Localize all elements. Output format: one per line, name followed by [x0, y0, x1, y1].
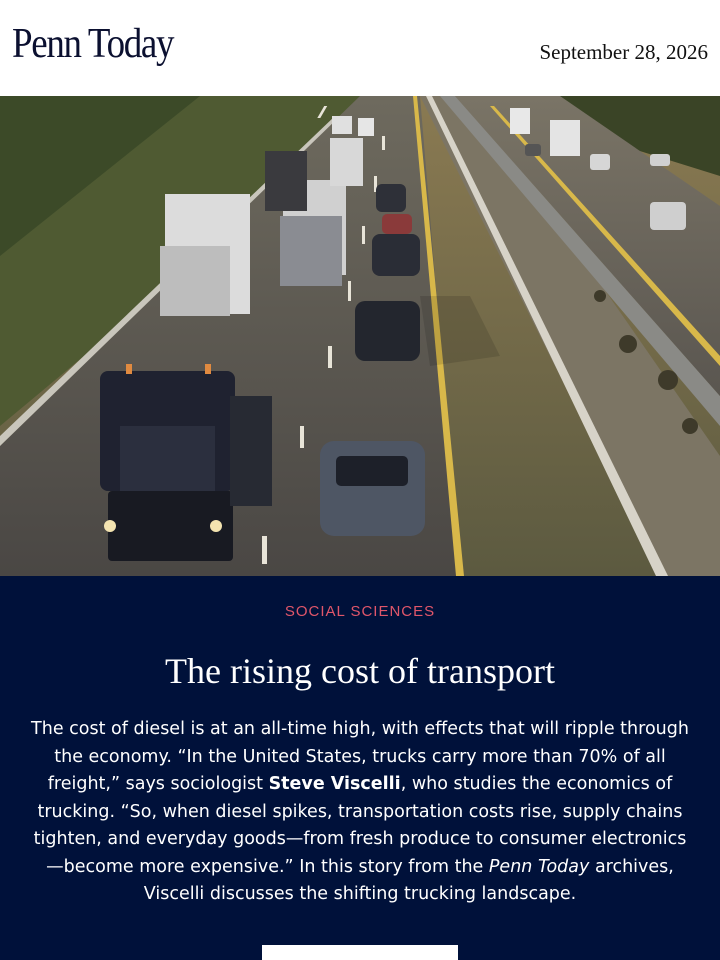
body-text-part2: , who studies the economics of trucking. “So, when diesel spikes, transportation costs rise, supply chains tighten, and everyday goods—from fresh produce to consumer electronics—become more expensive.” In this story from the: [33, 774, 687, 877]
penn-today-logo[interactable]: Penn Today: [12, 21, 174, 67]
email-header: [0, 0, 720, 96]
category-label[interactable]: SOCIAL SCIENCES: [284, 603, 436, 620]
article-title[interactable]: The rising cost of transport: [165, 651, 555, 691]
read-more-button[interactable]: [262, 945, 458, 960]
hero-image[interactable]: [0, 96, 720, 576]
body-text-part1: The cost of diesel is at an all-time high, with effects that will ripple through the economy. “In the United States, trucks carry more than 70% of all freight,” says sociologist: [31, 719, 689, 794]
highway-traffic-photo: [0, 96, 720, 576]
publication-name: Penn Today: [488, 856, 590, 877]
article-section: [0, 576, 720, 960]
issue-date: September 28, 2026: [539, 40, 708, 64]
article-body: [30, 716, 690, 909]
person-name: Steve Viscelli: [268, 774, 401, 794]
body-text-part3: archives, Viscelli discusses the shifting trucking landscape.: [143, 856, 674, 904]
